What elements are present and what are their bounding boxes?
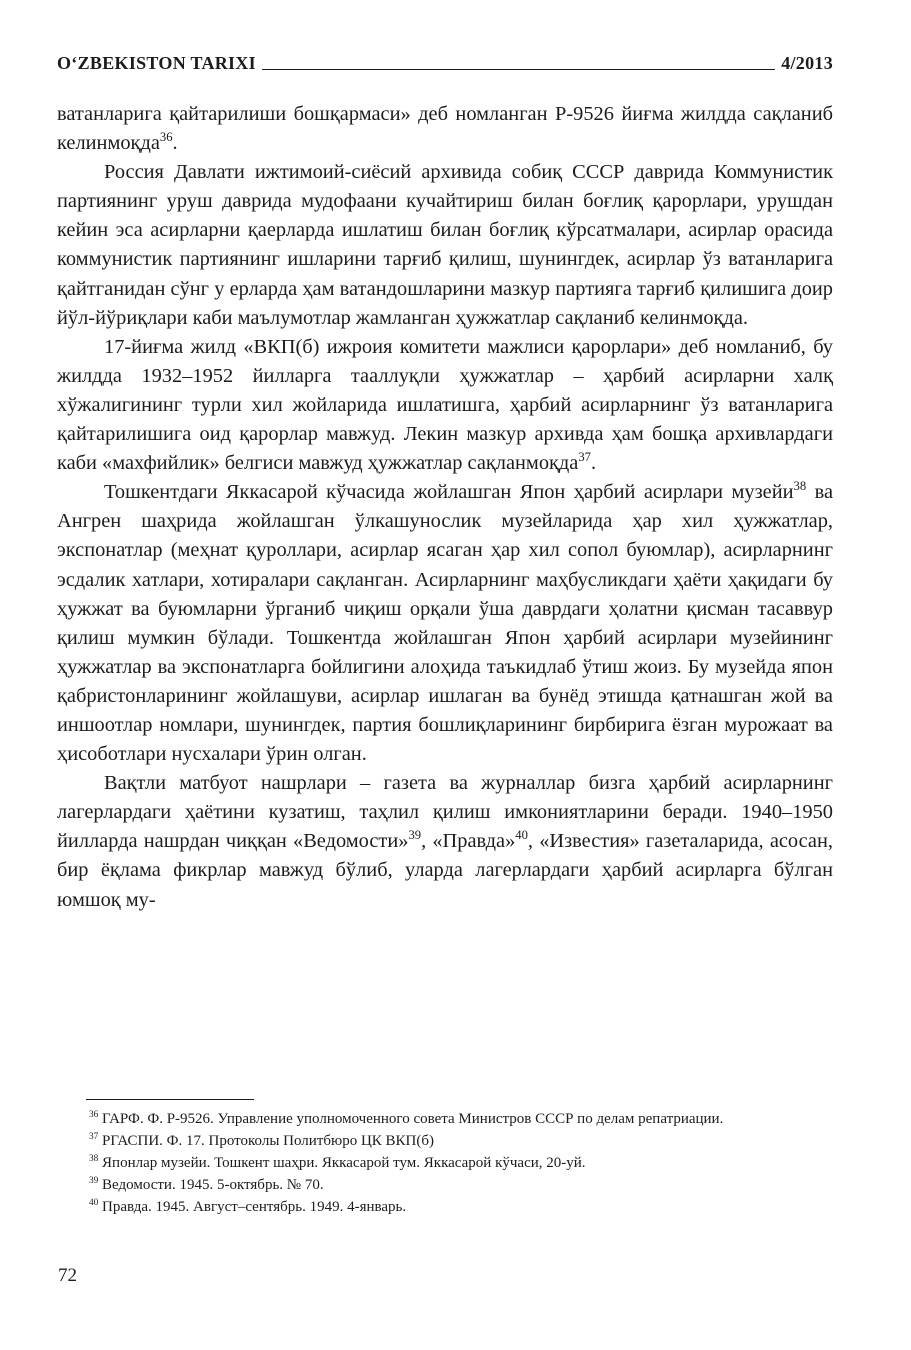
paragraph-text: Вақтли матбуот нашрлари – газета ва журналлар бизга ҳарбий асирларнинг лагерлардаги ҳаётини кузатиш, таҳлил қилиш имкониятларини беради. 1940–1950 йилларда нашрдан чиққан «Ведомости» bbox=[57, 772, 833, 853]
paragraph-text: , «Правда» bbox=[421, 830, 516, 853]
footnotes bbox=[57, 1108, 833, 1218]
paragraph-text: . bbox=[590, 452, 597, 475]
footnote-number: 38 bbox=[89, 1154, 99, 1164]
footnote bbox=[57, 1130, 833, 1152]
body-paragraph bbox=[57, 333, 833, 478]
body-paragraph bbox=[57, 158, 833, 333]
footnote-text: РГАСПИ. Ф. 17. Протоколы Политбюро ЦК ВКП(б) bbox=[98, 1133, 435, 1149]
body-paragraph bbox=[57, 769, 833, 914]
footnote-ref: 38 bbox=[793, 479, 807, 494]
footnote-number: 40 bbox=[89, 1198, 99, 1208]
footnote-number: 37 bbox=[89, 1132, 99, 1142]
footnote-number: 39 bbox=[89, 1176, 99, 1186]
body-paragraph bbox=[57, 478, 833, 769]
footnote bbox=[57, 1152, 833, 1174]
footnote bbox=[57, 1108, 833, 1130]
running-header bbox=[57, 48, 833, 74]
paragraph-text: . bbox=[172, 132, 178, 155]
footnote-text: Ведомости. 1945. 5-октябрь. № 70. bbox=[98, 1177, 324, 1193]
paragraph-text: Россия Давлати ижтимоий-сиёсий архивида собиқ СССР даврида Коммунистик партиянинг уруш даврида мудофаани кучайтириш билан боғлиқ қарорлари, урушдан кейин эса асирларни қаерларда ишлатиш билан боғлиқ кўрсатмалари, асирлар орасида коммунистик партиянинг ишларини тарғиб қилиш, шунингдек, асирлар ўз ватанларига қайтганидан сўнг у ерларда ҳам ватандошларини мазкур партияга тарғиб қилишига доир йўл-йўриқлари каби маълумотлар жамланган ҳужжатлар сақланиб келинмоқда. bbox=[57, 161, 833, 329]
footnote bbox=[57, 1174, 833, 1196]
footnote-ref: 40 bbox=[515, 828, 528, 843]
paragraph-text: ватанларига қайтарилиши бошқармаси» деб номланган Р-9526 йиғма жилдда сақланиб келинмоқда bbox=[57, 103, 833, 155]
paragraph-text: ва Ангрен шаҳрида жойлашган ўлкашунослик музейларида ҳар хил ҳужжатлар, экспонатлар (меҳнат қуроллари, асирлар ясаган ҳар хил сопол буюмлар), асирларнинг эсдалик хатлари, хотиралари сақланган. Асирларнинг маҳбусликдаги ҳаёти ҳақидаги бу ҳужжат ва буюмларни ўрганиб чиқиш орқали ўша даврдаги ҳолатни қисман тасаввур қилиш мумкин бўлади. Тошкентда жойлашган Япон ҳарбий асирлари музейининг ҳужжатлар ва экспонатларга бойлигини алоҳида таъкидлаб ўтиш жоиз. Бу музейда япон қабристонларининг жойлашуви, асирлар ишлаган ва бунёд этишда қатнашган жой ва иншоотлар номлари, шунингдек, партия бошлиқларининг бирбирига ёзган мурожаат ва ҳисоботлари нусхалари ўрин олган. bbox=[57, 481, 833, 766]
paragraph-text: , «Известия» газеталарида, асосан, бир ёқлама фикрлар мавжуд бўлиб, уларда лагерлардаги ҳарбий асирларга бўлган юмшоқ му- bbox=[57, 830, 833, 911]
body-text bbox=[57, 100, 833, 915]
journal-title: O‘ZBEKISTON TARIXI bbox=[57, 53, 256, 73]
header-rule bbox=[262, 69, 775, 70]
body-paragraph bbox=[57, 100, 833, 158]
page-number: 72 bbox=[58, 1265, 77, 1286]
footnote-text: Правда. 1945. Август–сентябрь. 1949. 4-январь. bbox=[98, 1199, 407, 1215]
footnote bbox=[57, 1196, 833, 1218]
paragraph-text: 17-йиғма жилд «ВКП(б) ижроия комитети мажлиси қарорлари» деб номланиб, бу жилдда 1932–1952 йилларга тааллуқли ҳужжатлар – ҳарбий асирларни халқ хўжалигининг турли хил жойларида ишлатишга, ҳарбий асирларнинг ўз ватанларига қайтарилишига оид қарорлар мавжуд. Лекин мазкур архивда ҳам бошқа архивлардаги каби «махфийлик» белгиси мавжуд ҳужжатлар сақланмоқда bbox=[57, 335, 833, 475]
footnote-ref: 36 bbox=[159, 130, 173, 145]
footnote-text: Японлар музейи. Тошкент шаҳри. Яккасарой тум. Яккасарой кўчаси, 20-уй. bbox=[98, 1155, 586, 1171]
paragraph-text: Тошкентдаги Яккасарой кўчасида жойлашган Япон ҳарбий асирлари музейи bbox=[104, 481, 794, 504]
footnote-ref: 39 bbox=[408, 828, 422, 843]
footnote-separator bbox=[86, 1099, 254, 1100]
footnote-text: ГАРФ. Ф. Р-9526. Управление уполномоченного совета Министров СССР по делам репатриации. bbox=[98, 1111, 724, 1127]
footnote-number: 36 bbox=[89, 1110, 99, 1120]
issue-number: 4/2013 bbox=[781, 53, 833, 73]
footnote-ref: 37 bbox=[578, 450, 591, 465]
